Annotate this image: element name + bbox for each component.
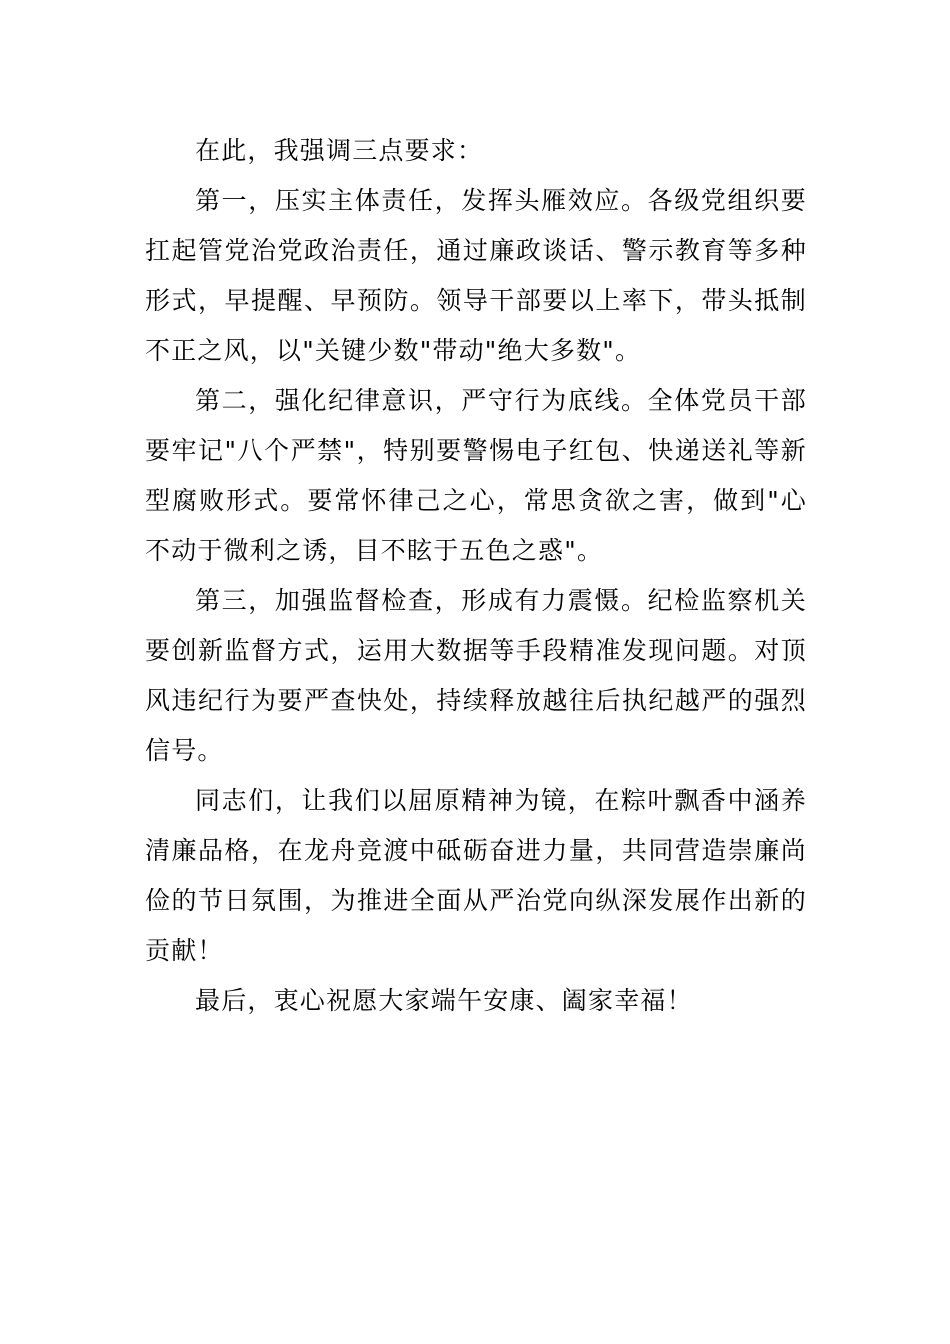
paragraph-closing-wishes: 最后，衷心祝愿大家端午安康、阖家幸福！	[195, 986, 693, 1015]
paragraph-intro: 在此，我强调三点要求：	[195, 136, 484, 165]
paragraph-third-requirement: 第三，加强监督检查，形成有力震慑。纪检监察机关要创新监督方式，运用大数据等手段精准发现问题。对顶风违纪行为要严查快处，持续释放越往后执纪越严的强烈信号。	[145, 586, 807, 765]
paragraph-call-to-action: 同志们，让我们以屈原精神为镜，在粽叶飘香中涵养清廉品格，在龙舟竞渡中砥砺奋进力量，共同营造崇廉尚俭的节日氛围，为推进全面从严治党向纵深发展作出新的贡献！	[145, 786, 807, 965]
document-body	[145, 126, 807, 1026]
paragraph-second-requirement: 第二，强化纪律意识，严守行为底线。全体党员干部要牢记"八个严禁"，特别要警惕电子红包、快递送礼等新型腐败形式。要常怀律己之心，常思贪欲之害，做到"心不动于微利之诱，目不眩于五色之惑"。	[145, 386, 807, 565]
paragraph-first-requirement: 第一，压实主体责任，发挥头雁效应。各级党组织要扛起管党治党政治责任，通过廉政谈话、警示教育等多种形式，早提醒、早预防。领导干部要以上率下，带头抵制不正之风，以"关键少数"带动"绝大多数"。	[145, 186, 807, 365]
